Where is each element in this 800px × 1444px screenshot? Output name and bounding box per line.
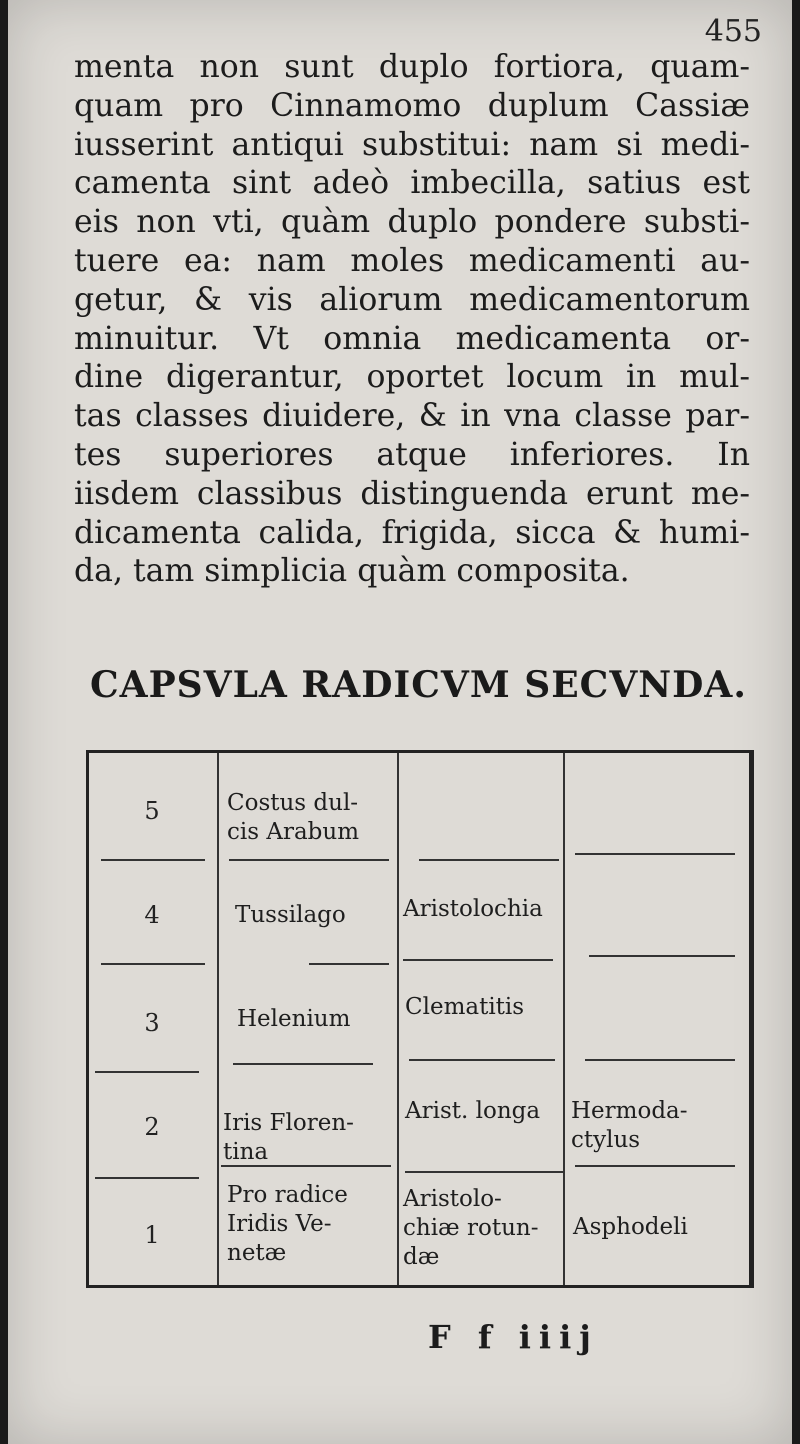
table-cell: Aristolo- chiæ rotun- dæ — [403, 1186, 539, 1270]
column-rule — [397, 753, 399, 1285]
paragraph-line: da, tam simplicia quàm composita. — [74, 553, 630, 590]
row-rule — [233, 1063, 373, 1065]
table-cell: Helenium — [237, 1006, 351, 1032]
paragraph-line: tuere ea: nam moles medicamenti au- — [74, 242, 750, 279]
page-number: 455 — [704, 14, 762, 49]
table-cell: Hermoda- ctylus — [571, 1098, 688, 1153]
row-rule — [405, 1171, 565, 1173]
paragraph-line: tas classes diuidere, & in vna classe par- — [74, 398, 750, 435]
table-cell: Tussilago — [235, 902, 346, 928]
paragraph-line: iisdem classibus distinguenda erunt me- — [74, 475, 750, 512]
table-cell: Costus dul- cis Arabum — [227, 790, 360, 845]
row-rule — [95, 1071, 199, 1073]
paragraph-line: getur, & vis aliorum medicamentorum — [74, 281, 750, 318]
column-rule — [563, 753, 565, 1285]
row-rule — [419, 859, 559, 861]
body-paragraph — [74, 48, 750, 591]
row-rule — [585, 1059, 735, 1061]
capsula-table — [86, 750, 754, 1288]
row-number: 3 — [144, 1009, 160, 1037]
row-rule — [409, 1059, 555, 1061]
table-cell: Iris Floren- tina — [223, 1110, 354, 1165]
row-number: 1 — [144, 1221, 160, 1249]
table-cell: Asphodeli — [573, 1214, 688, 1240]
row-rule — [575, 1165, 735, 1167]
paragraph-line: quam pro Cinnamomo duplum Cassiæ — [74, 87, 750, 124]
row-number: 4 — [144, 901, 160, 929]
row-rule — [309, 963, 389, 965]
paragraph-line: dicamenta calida, frigida, sicca & humi- — [74, 514, 750, 551]
row-rule — [575, 853, 735, 855]
row-rule — [95, 1177, 199, 1179]
paragraph-line: dine digerantur, oportet locum in mul- — [74, 359, 750, 396]
table-cell: Aristolochia — [403, 896, 543, 922]
book-page — [8, 0, 792, 1444]
paragraph-line: menta non sunt duplo fortiora, quam- — [74, 49, 750, 85]
signature-mark: F f iiij — [428, 1318, 599, 1356]
paragraph-line: eis non vti, quàm duplo pondere substi- — [74, 204, 750, 241]
row-rule — [589, 955, 735, 957]
row-number: 5 — [144, 797, 160, 825]
row-rule — [101, 963, 205, 965]
table-cell: Clematitis — [405, 994, 525, 1020]
paragraph-line: camenta sint adeò imbecilla, satius est — [74, 165, 750, 202]
column-rule — [217, 753, 219, 1285]
table-cell: Arist. longa — [405, 1098, 541, 1124]
paragraph-line: minuitur. Vt omnia medicamenta or- — [74, 320, 750, 357]
row-rule — [101, 859, 205, 861]
table-title: CAPSVLA RADICVM SECVNDA. — [90, 664, 747, 706]
row-rule — [403, 959, 553, 961]
paragraph-line: iusserint antiqui substitui: nam si medi- — [74, 126, 750, 163]
row-number: 2 — [144, 1113, 160, 1141]
paragraph-line: tes superiores atque inferiores. In — [74, 436, 750, 473]
table-cell: Pro radice Iridis Ve- netæ — [227, 1182, 348, 1266]
row-rule — [229, 859, 389, 861]
